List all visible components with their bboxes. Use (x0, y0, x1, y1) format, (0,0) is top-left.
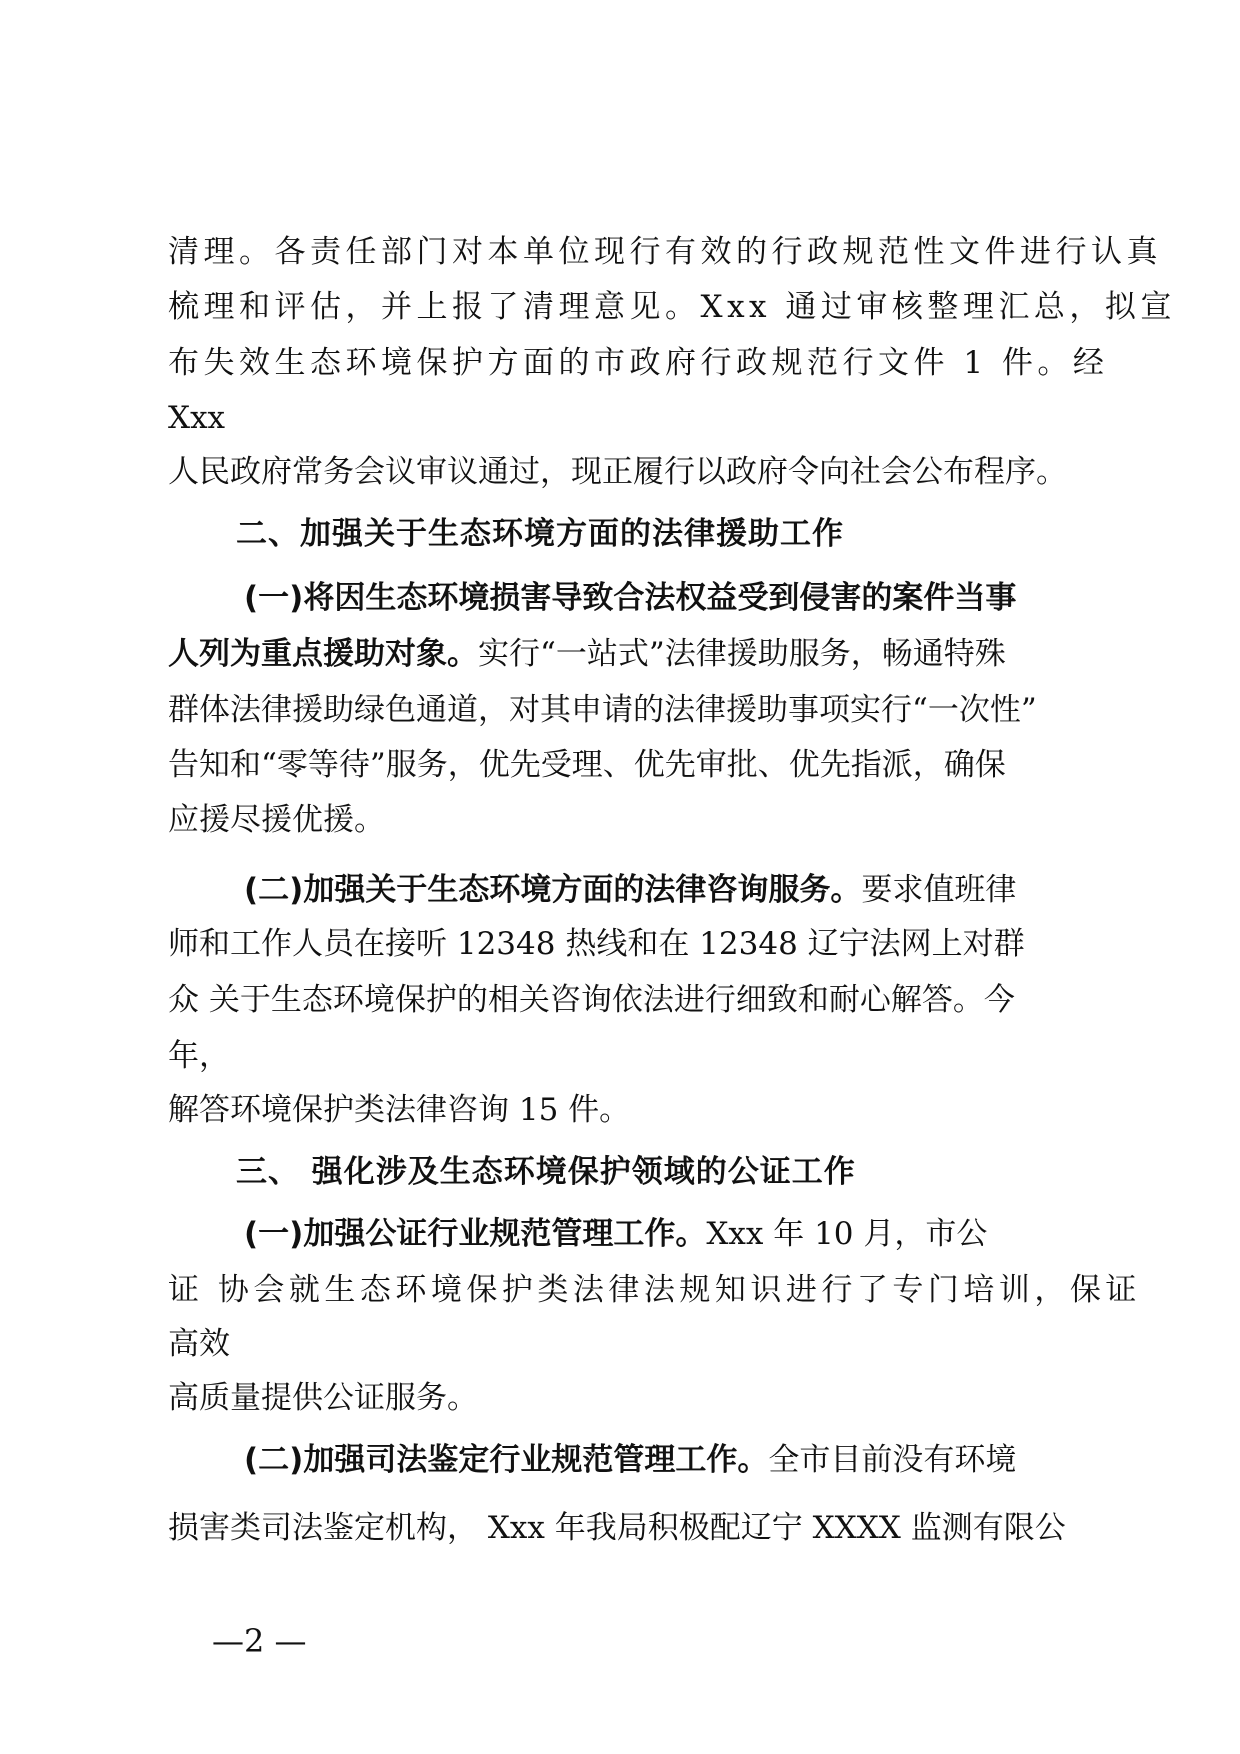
paragraph-line: 告知和“零等待”服务，优先受理、优先审批、优先指派，确保 (168, 747, 1006, 783)
bold-lead: 人列为重点援助对象。 (168, 636, 478, 672)
paragraph-line: 高质量提供公证服务。 (168, 1380, 478, 1416)
paragraph-text: 实行“一站式”法律援助服务，畅通特殊 (478, 636, 1006, 672)
paragraph-line: 众 关于生态环境保护的相关咨询依法进行细致和耐心解答。今 (168, 982, 1015, 1018)
bold-lead: (一)将因生态环境损害导致合法权益受到侵害的案件当事 (244, 580, 1017, 616)
paragraph-line (244, 1214, 987, 1254)
paragraph-line (244, 578, 1016, 618)
paragraph-line: 年， (168, 1038, 230, 1074)
paragraph-line: 清理。各责任部门对本单位现行有效的行政规范性文件进行认真 (168, 234, 1162, 270)
paragraph-text: Xxx 年 10 月，市公 (706, 1216, 988, 1252)
paragraph-line: 证 协会就生态环境保护类法律法规知识进行了专门培训，保证 (168, 1272, 1141, 1308)
paragraph-line: 应援尽援优援。 (168, 802, 385, 838)
paragraph-text: 要求值班律 (861, 872, 1017, 908)
section-heading: 二、加强关于生态环境方面的法律援助工作 (236, 516, 844, 552)
page-number: —2 — (212, 1622, 307, 1660)
paragraph-line: 布失效生态环境保护方面的市政府行政规范行文件 1 件。经 (168, 345, 1109, 381)
bold-lead: (二)加强关于生态环境方面的法律咨询服务。 (244, 872, 862, 908)
paragraph-line: 解答环境保护类法律咨询 15 件。 (168, 1092, 631, 1128)
paragraph-line (168, 634, 1006, 674)
paragraph-line (244, 870, 1016, 910)
paragraph-text: 全市目前没有环境 (768, 1442, 1017, 1478)
paragraph-line: 损害类司法鉴定机构， Xxx 年我局积极配辽宁 XXXX 监测有限公 (168, 1510, 1066, 1546)
section-heading: 三、 强化涉及生态环境保护领域的公证工作 (236, 1154, 856, 1190)
paragraph-line: 梳理和评估，并上报了清理意见。Xxx 通过审核整理汇总，拟宣 (168, 289, 1176, 325)
paragraph-line: 高效 (168, 1326, 230, 1362)
paragraph-line: Xxx (168, 400, 226, 436)
paragraph-line: 师和工作人员在接听 12348 热线和在 12348 辽宁法网上对群 (168, 926, 1025, 962)
paragraph-line: 群体法律援助绿色通道，对其申请的法律援助事项实行“一次性” (168, 692, 1037, 728)
bold-lead: (一)加强公证行业规范管理工作。 (244, 1216, 707, 1252)
paragraph-line (244, 1440, 1016, 1480)
bold-lead: (二)加强司法鉴定行业规范管理工作。 (244, 1442, 769, 1478)
paragraph-line: 人民政府常务会议审议通过，现正履行以政府令向社会公布程序。 (168, 454, 1067, 490)
